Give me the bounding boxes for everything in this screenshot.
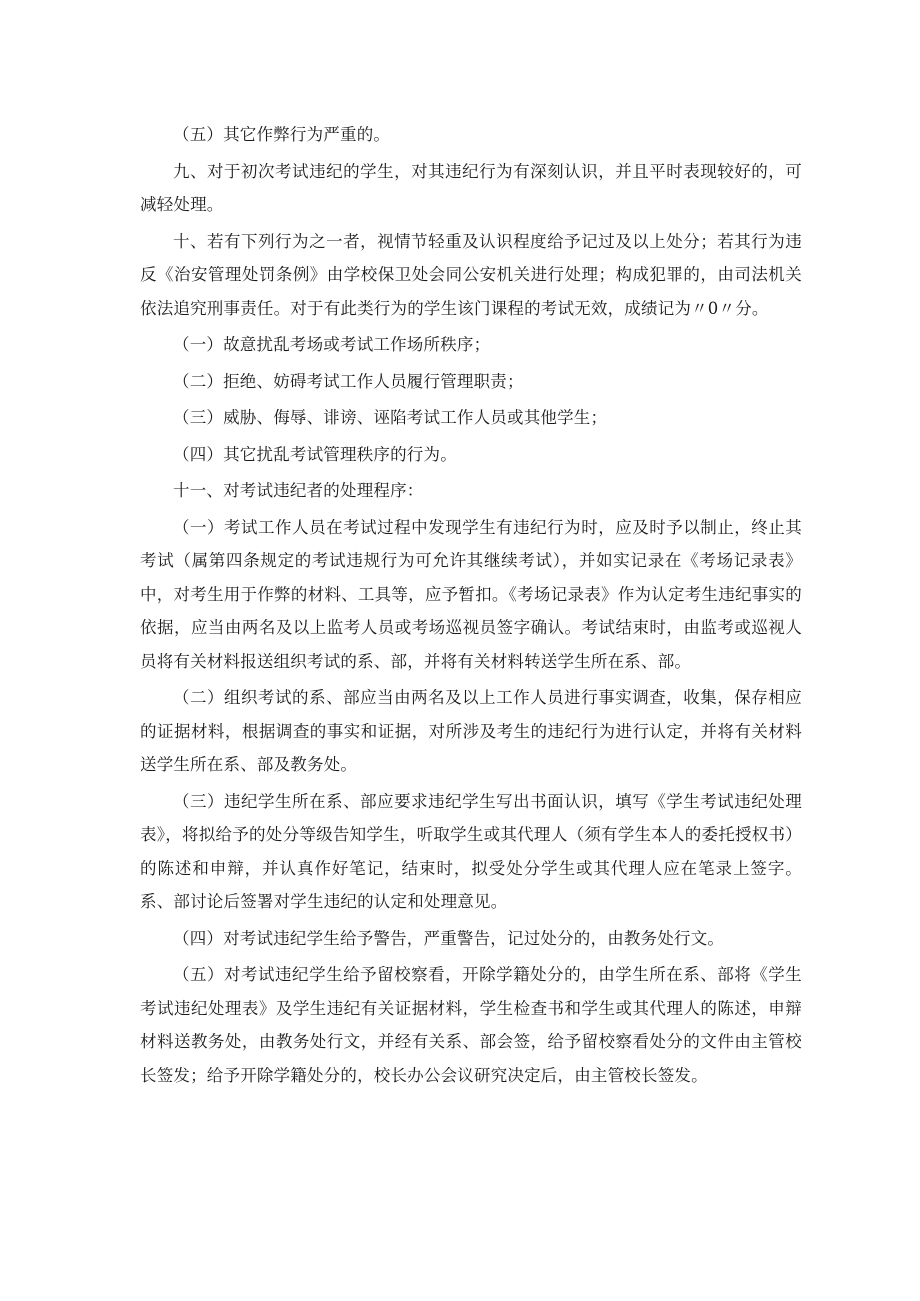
paragraph-article-10-item-4: （四）其它扰乱考试管理秩序的行为。 — [173, 444, 457, 464]
paragraph-article-11-item-1: （一）考试工作人员在考试过程中发现学生有违纪行为时，应及时予以制止，终止其考试（属第四条规定的考试违规行为可允许其继续考试），并如实记录在《考场记录表》中，对考生用于作弊的材料、工具等，应予暂扣。《考场记录表》作为认定考生违纪事实的依据，应当由两名及以上监考人员或考场巡视员签字确认。考试结束时，由监考或巡视人员将有关材料报送组织考试的系、部，并将有关材料转送学生所在系、部。 — [140, 517, 802, 671]
paragraph-article-11-item-4: （四）对考试违纪学生给予警告，严重警告，记过处分的，由教务处行文。 — [173, 928, 725, 948]
paragraph-cheating-serious: （五）其它作弊行为严重的。 — [173, 125, 391, 144]
paragraph-article-10: 十、若有下列行为之一者，视情节轻重及认识程度给予记过及以上处分；若其行为违反《治安管理处罚条例》由学校保卫处会同公安机关进行处理；构成犯罪的，由司法机关依法追究刑事责任。对于有此类行为的学生该门课程的考试无效，成绩记为〃0〃分。 — [140, 231, 802, 318]
paragraph-article-10-item-1: （一）故意扰乱考场或考试工作场所秩序； — [173, 335, 491, 354]
paragraph-article-11-item-2: （二）组织考试的系、部应当由两名及以上工作人员进行事实调查，收集，保存相应的证据材料，根据调查的事实和证据，对所涉及考生的违纪行为进行认定，并将有关材料送学生所在系、部及教务处。 — [140, 688, 802, 774]
paragraph-article-11-item-3: （三）违纪学生所在系、部应要求违纪学生写出书面认识，填写《学生考试违纪处理表》，将拟给予的处分等级告知学生，听取学生或其代理人（须有学生本人的委托授权书）的陈述和申辩，并认真作好笔记，结束时，拟受处分学生或其代理人应在笔录上签字。系、部讨论后签署对学生违纪的认定和处理意见。 — [140, 791, 802, 911]
paragraph-article-10-item-3: （三）威胁、侮辱、诽谤、诬陷考试工作人员或其他学生； — [173, 408, 608, 427]
paragraph-article-9: 九、对于初次考试违纪的学生，对其违纪行为有深刻认识，并且平时表现较好的，可减轻处理。 — [140, 161, 802, 214]
paragraph-article-11-item-5: （五）对考试违纪学生给予留校察看，开除学籍处分的，由学生所在系、部将《学生考试违纪处理表》及学生违纪有关证据材料，学生检查书和学生或其代理人的陈述，申辩材料送教务处，由教务处行文，并经有关系、部会签，给予留校察看处分的文件由主管校长签发；给予开除学籍处分的，校长办公会议研究决定后，由主管校长签发。 — [140, 965, 802, 1085]
paragraph-article-10-item-2: （二）拒绝、妨碍考试工作人员履行管理职责； — [173, 371, 524, 391]
paragraph-article-11: 十一、对考试违纪者的处理程序： — [173, 481, 424, 500]
document-body — [140, 118, 802, 1092]
